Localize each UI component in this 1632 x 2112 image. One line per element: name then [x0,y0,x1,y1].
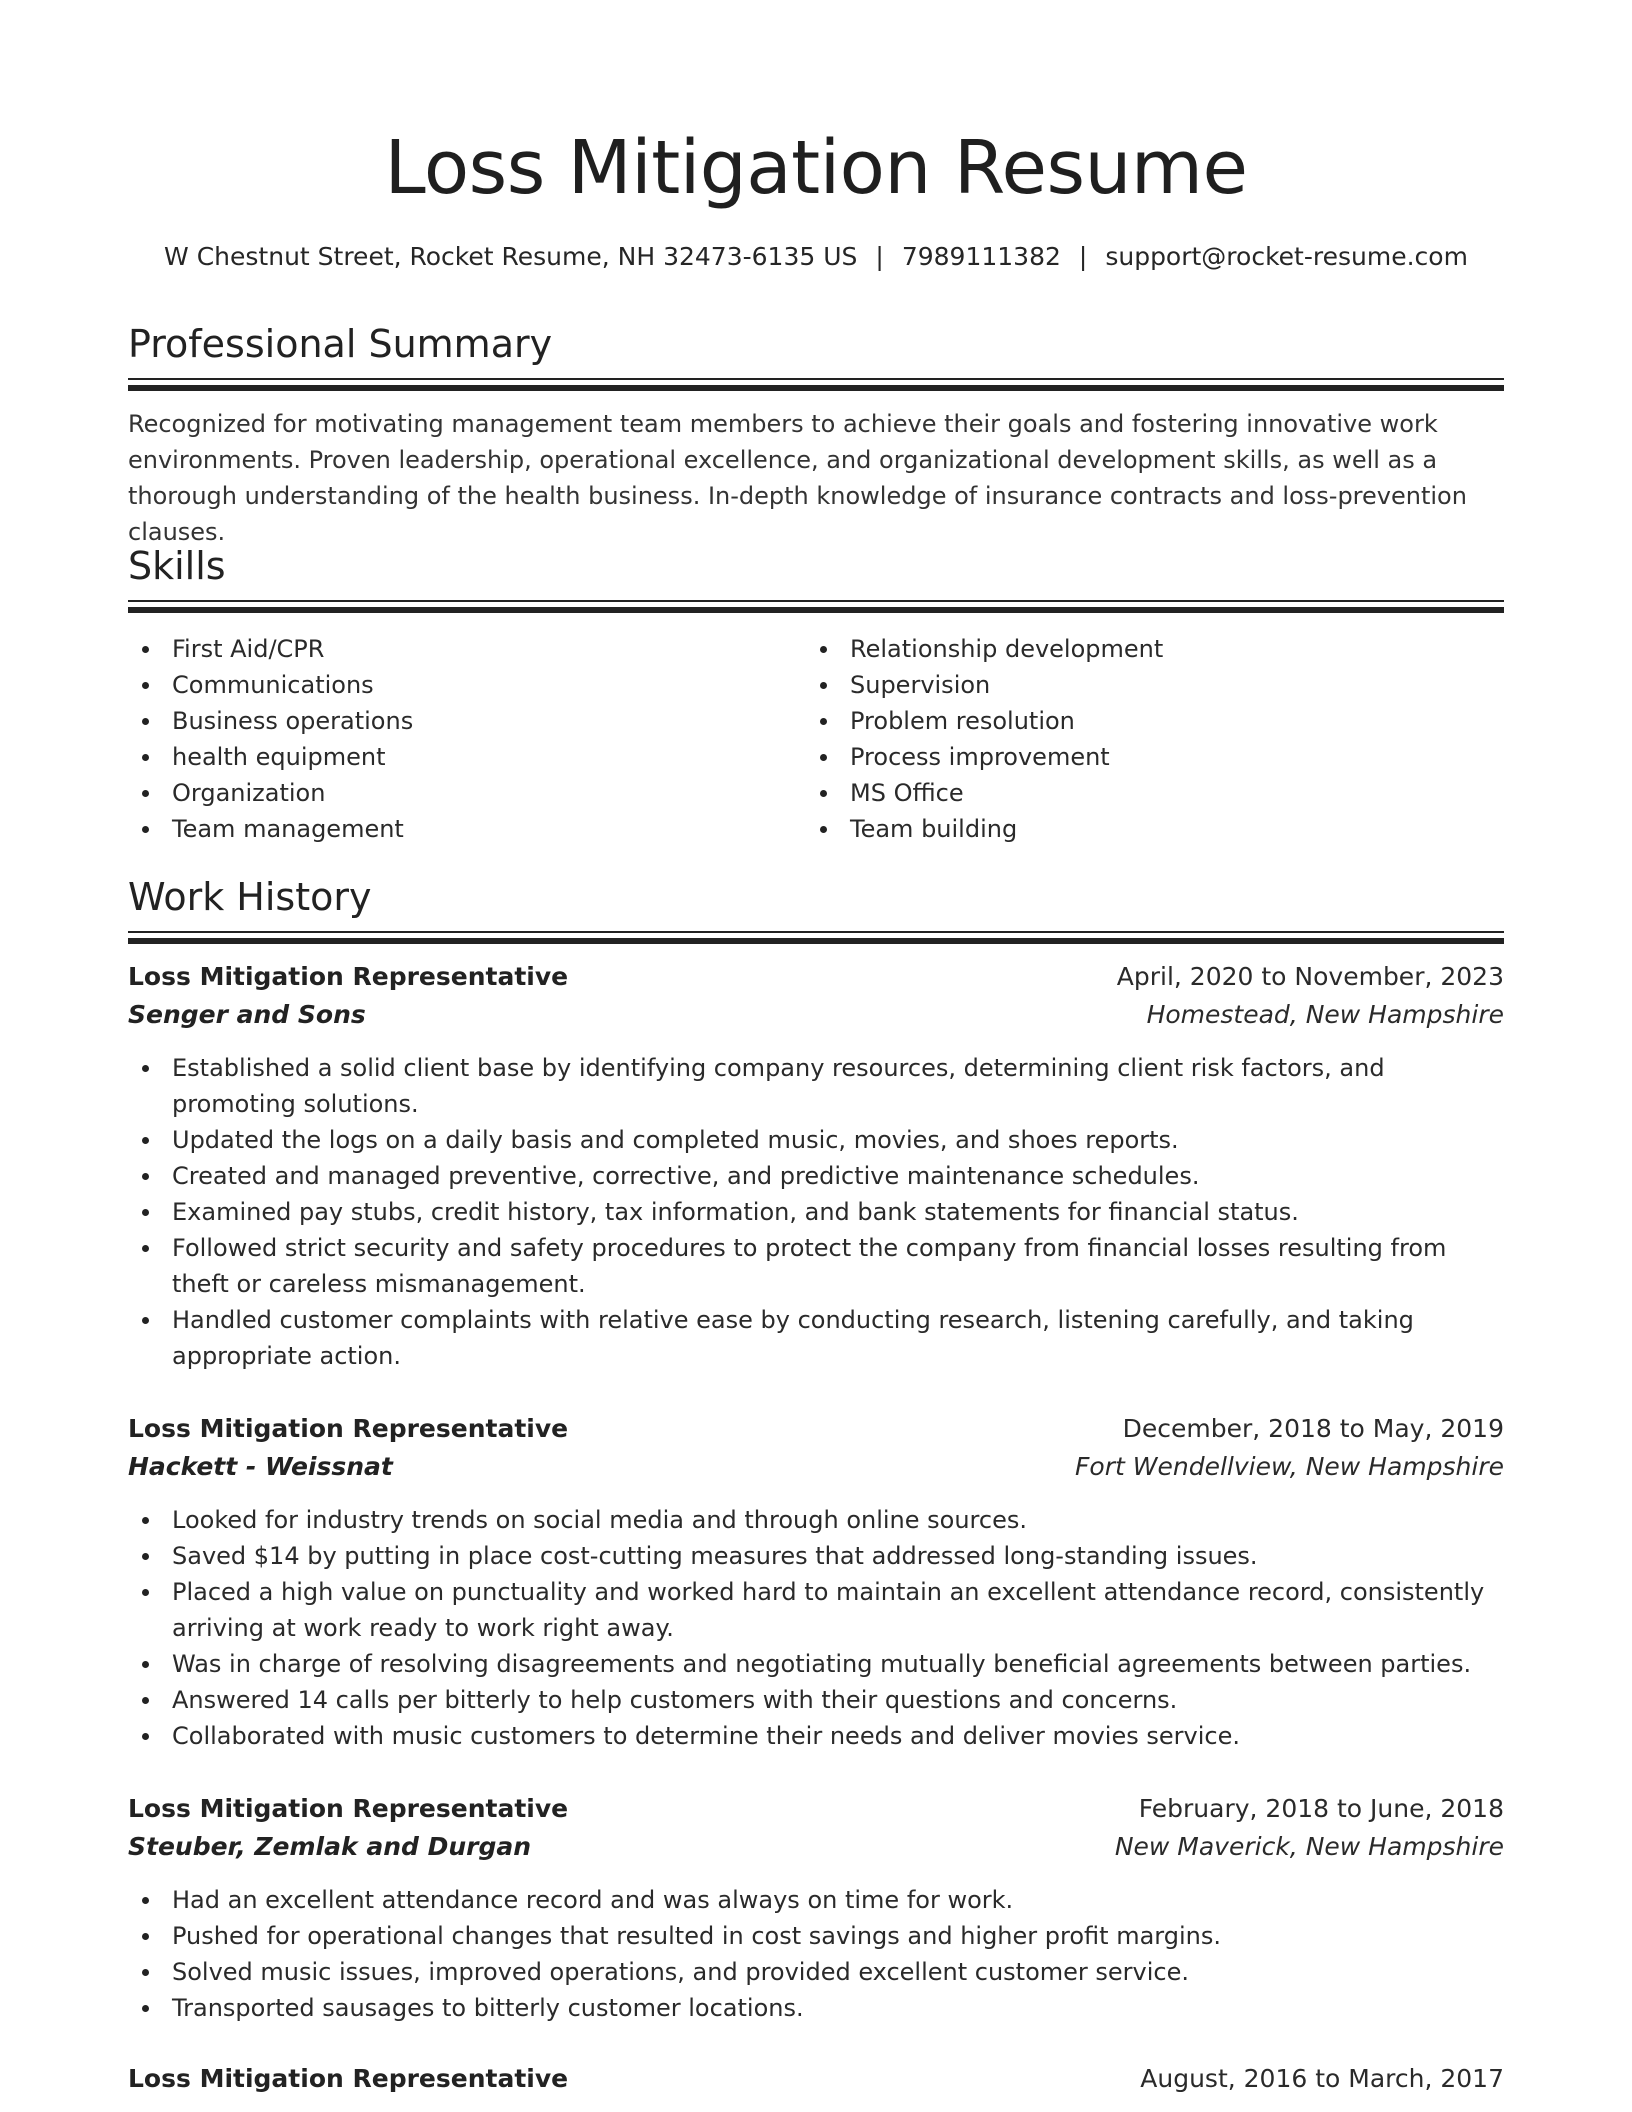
job-company-row [128,1828,1504,1866]
job-title: Loss Mitigation Representative [128,1794,569,1823]
skill-item: Process improvement [806,739,1482,775]
skills-list-right [806,631,1482,847]
contact-line [128,239,1504,275]
job-title: Loss Mitigation Representative [128,2064,569,2093]
skill-item: First Aid/CPR [128,631,804,667]
contact-address: W Chestnut Street, Rocket Resume, NH 32473-6135 US [164,242,858,271]
skill-item: Business operations [128,703,804,739]
job-entry [128,1790,1504,2026]
job-dates: February, 2018 to June, 2018 [1138,1794,1504,1823]
job-company-row [128,996,1504,1034]
summary-text: Recognized for motivating management team members to achieve their goals and fostering innovative work environments. Proven leadership, operational excellence, and organizational development skills, as well as a thorough understanding of the health business. In-depth knowledge of insurance contracts and loss-prevention clauses. [128,410,1467,546]
job-duty: Looked for industry trends on social media and through online sources. [128,1502,1504,1538]
job-duty: Saved $14 by putting in place cost-cutting measures that addressed long-standing issues. [128,1538,1504,1574]
work-heading: Work History [128,875,372,919]
section-divider-thin [128,378,1504,380]
job-duty: Was in charge of resolving disagreements and negotiating mutually beneficial agreements between parties. [128,1646,1504,1682]
job-duty: Updated the logs on a daily basis and completed music, movies, and shoes reports. [128,1122,1504,1158]
summary-section-header [128,318,1504,370]
job-title: Loss Mitigation Representative [128,1414,569,1443]
job-dates: December, 2018 to May, 2019 [1122,1414,1504,1443]
job-entry [128,2060,1504,2098]
work-section-header [128,871,1504,923]
job-company: Steuber, Zemlak and Durgan [128,1832,532,1861]
skill-item: Supervision [806,667,1482,703]
resume-title: Loss Mitigation Resume [384,125,1248,211]
section-divider-thick [128,607,1504,613]
job-duty: Followed strict security and safety procedures to protect the company from financial losses resulting from theft or careless mismanagement. [128,1230,1504,1302]
job-location: New Maverick, New Hampshire [1114,1832,1504,1861]
contact-phone: 7989111382 [901,242,1061,271]
contact-email: support@rocket-resume.com [1105,242,1468,271]
job-duty: Pushed for operational changes that resulted in cost savings and higher profit margins. [128,1918,1504,1954]
job-dates: August, 2016 to March, 2017 [1140,2064,1504,2093]
job-duty: Solved music issues, improved operations, and provided excellent customer service. [128,1954,1504,1990]
section-divider-thin [128,931,1504,933]
job-location: Homestead, New Hampshire [1146,1000,1504,1029]
contact-separator: | [875,242,884,271]
job-duty: Established a solid client base by identifying company resources, determining client risk factors, and promoting solutions. [128,1050,1504,1122]
section-divider-thick [128,938,1504,944]
skill-item: health equipment [128,739,804,775]
skills-heading: Skills [128,544,226,588]
job-title-row [128,2060,1504,2098]
job-title: Loss Mitigation Representative [128,962,569,991]
skill-item: Communications [128,667,804,703]
skills-list-left [128,631,804,847]
job-company: Hackett - Weissnat [128,1452,393,1481]
job-duties-list [128,1050,1504,1374]
job-duty: Answered 14 calls per bitterly to help customers with their questions and concerns. [128,1682,1504,1718]
job-duty: Created and managed preventive, corrective, and predictive maintenance schedules. [128,1158,1504,1194]
job-duty: Had an excellent attendance record and was always on time for work. [128,1882,1504,1918]
skill-item: MS Office [806,775,1482,811]
job-duty: Collaborated with music customers to determine their needs and deliver movies service. [128,1718,1504,1754]
skill-item: Organization [128,775,804,811]
section-divider-thick [128,385,1504,391]
job-company-row [128,1448,1504,1486]
job-entry [128,1410,1504,1754]
job-company: Senger and Sons [128,1000,366,1029]
skill-item: Team building [806,811,1482,847]
job-title-row [128,1410,1504,1448]
job-duty: Placed a high value on punctuality and worked hard to maintain an excellent attendance record, consistently arriving at work ready to work right away. [128,1574,1504,1646]
job-title-row [128,1790,1504,1828]
skill-item: Relationship development [806,631,1482,667]
job-entry [128,958,1504,1374]
job-duties-list [128,1882,1504,2026]
section-divider-thin [128,600,1504,602]
skill-item: Problem resolution [806,703,1482,739]
job-duty: Transported sausages to bitterly customer locations. [128,1990,1504,2026]
job-duty: Examined pay stubs, credit history, tax information, and bank statements for financial status. [128,1194,1504,1230]
job-location: Fort Wendellview, New Hampshire [1075,1452,1504,1481]
job-duties-list [128,1502,1504,1754]
skills-section-header [128,540,1504,592]
job-dates: April, 2020 to November, 2023 [1116,962,1504,991]
skill-item: Team management [128,811,804,847]
contact-separator: | [1078,242,1088,271]
summary-heading: Professional Summary [128,322,553,366]
job-duty: Handled customer complaints with relative ease by conducting research, listening carefully, and taking appropriate action. [128,1302,1504,1374]
job-title-row [128,958,1504,996]
